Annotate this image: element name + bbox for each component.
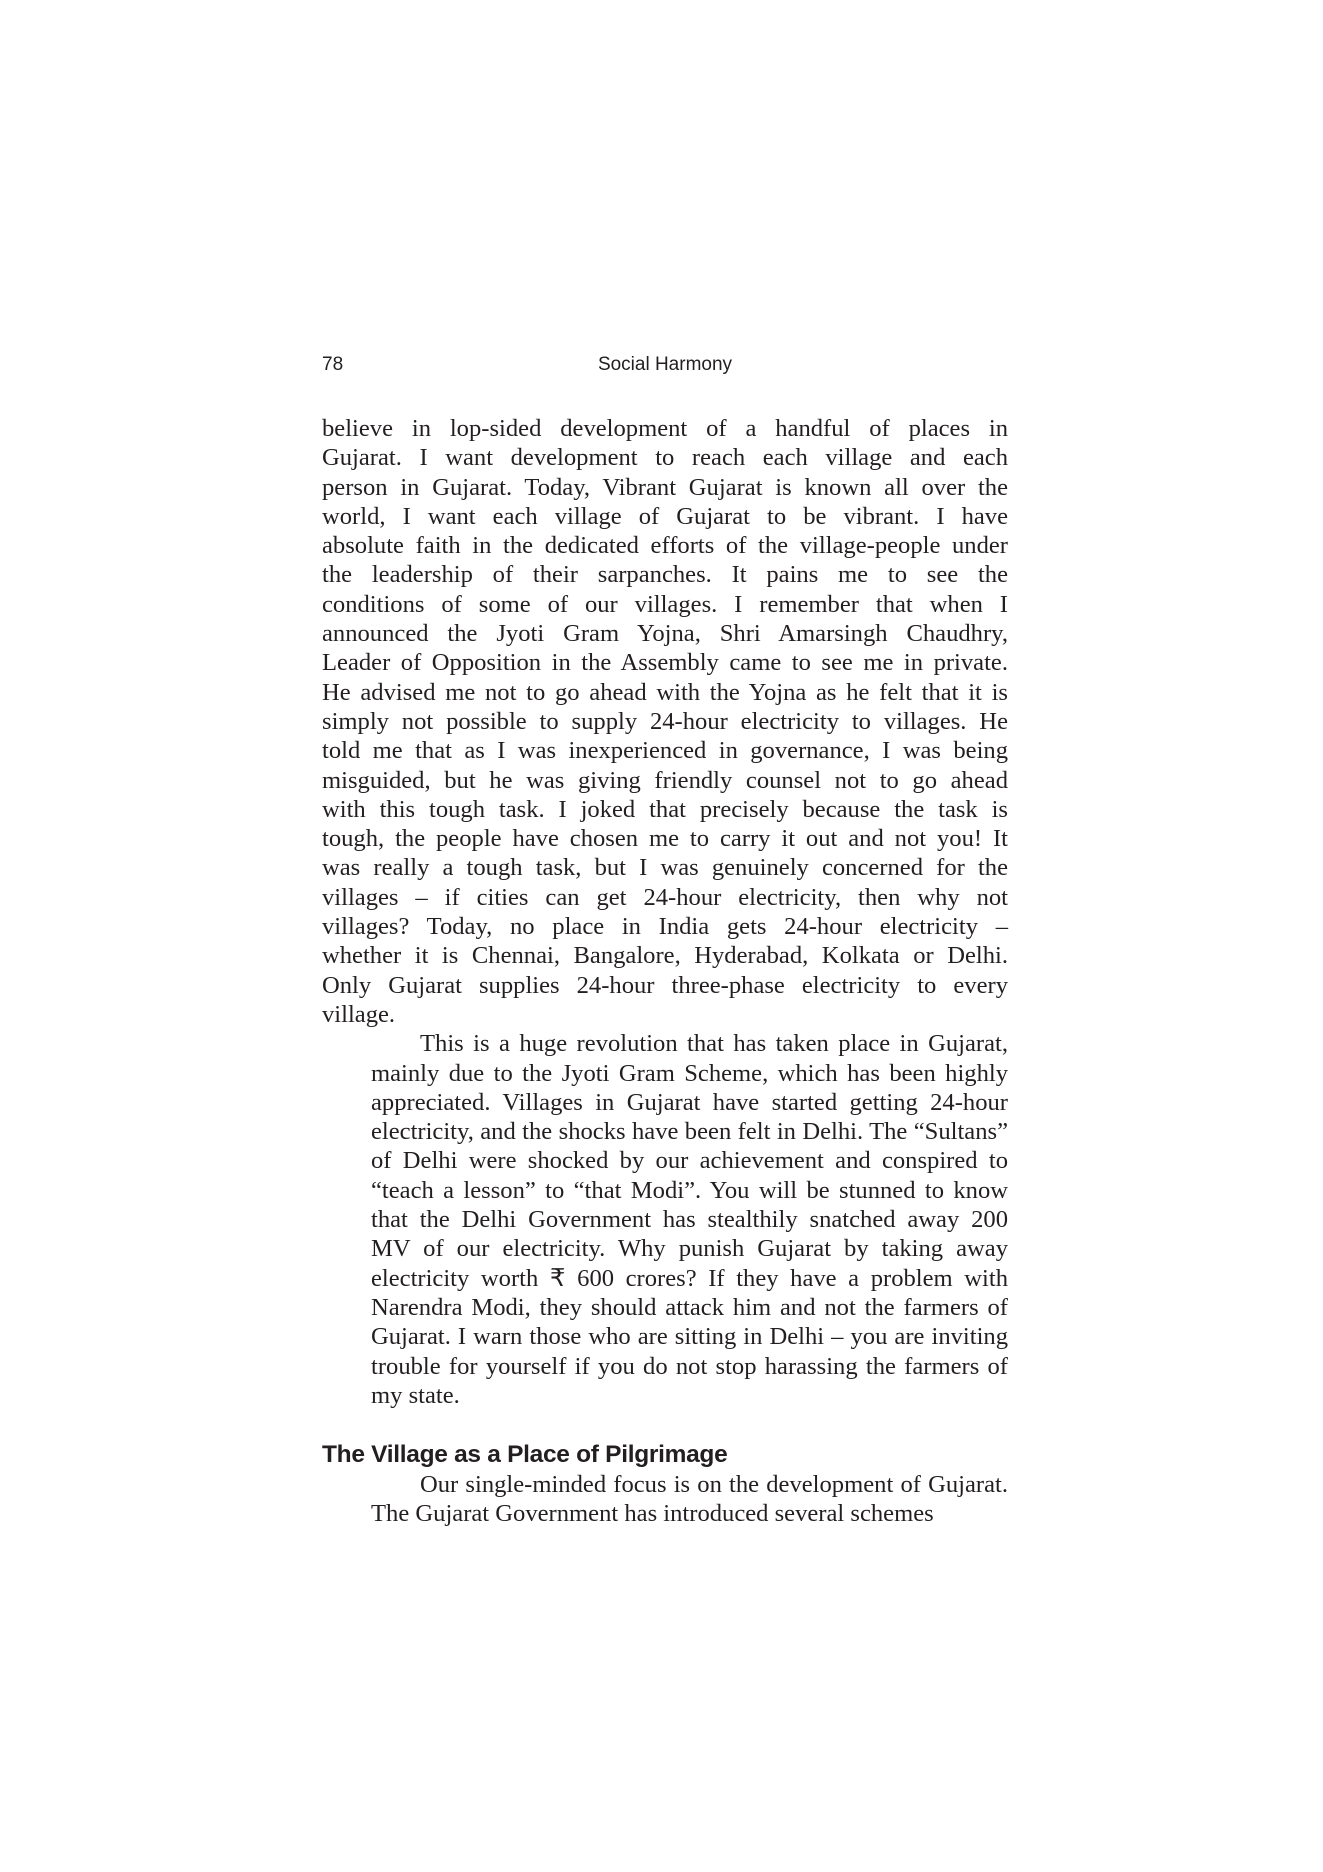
text-line: conditions of some of our villages. I remember that when I: [322, 590, 1008, 618]
text-line: whether it is Chennai, Bangalore, Hyderabad, Kolkata or Delhi.: [322, 942, 1008, 970]
text-line: MV of our electricity. Why punish Gujarat by taking away: [371, 1235, 1008, 1263]
text-line: electricity, and the shocks have been felt in Delhi. The “Sultans”: [371, 1118, 1008, 1146]
text-line: Only Gujarat supplies 24-hour three-phase electricity to every: [322, 971, 1008, 999]
text-line: The Gujarat Government has introduced several schemes: [371, 1500, 934, 1528]
paragraph: [322, 1029, 1008, 1410]
text-line: misguided, but he was giving friendly counsel not to go ahead: [322, 766, 1008, 794]
paragraph: [322, 414, 1008, 1029]
text-line: with this tough task. I joked that precisely because the task is: [322, 795, 1008, 823]
page-number: 78: [322, 354, 344, 375]
text-line: simply not possible to supply 24-hour electricity to villages. He: [322, 707, 1008, 735]
text-line: mainly due to the Jyoti Gram Scheme, which has been highly: [371, 1059, 1008, 1087]
text-line: person in Gujarat. Today, Vibrant Gujarat is known all over the: [322, 473, 1008, 501]
text-line: told me that as I was inexperienced in governance, I was being: [322, 737, 1008, 765]
text-line: of Delhi were shocked by our achievement and conspired to: [371, 1147, 1008, 1175]
section-heading: The Village as a Place of Pilgrimage: [322, 1441, 728, 1469]
text-line: “teach a lesson” to “that Modi”. You will be stunned to know: [371, 1176, 1008, 1204]
text-line: appreciated. Villages in Gujarat have started getting 24-hour: [371, 1088, 1008, 1116]
text-line: This is a huge revolution that has taken place in Gujarat,: [420, 1030, 1008, 1058]
paragraph: [322, 1470, 1008, 1529]
text-line: that the Delhi Government has stealthily snatched away 200: [371, 1206, 1008, 1234]
text-line: villages? Today, no place in India gets 24-hour electricity –: [322, 913, 1008, 941]
text-line: believe in lop-sided development of a handful of places in: [322, 415, 1008, 442]
text-line: was really a tough task, but I was genuinely concerned for the: [322, 854, 1008, 882]
text-line: Gujarat. I warn those who are sitting in Delhi – you are inviting: [371, 1323, 1008, 1351]
text-line: Gujarat. I want development to reach each village and each: [322, 444, 1008, 472]
text-line: world, I want each village of Gujarat to be vibrant. I have: [322, 502, 1008, 530]
running-title: Social Harmony: [597, 354, 733, 375]
text-line: my state.: [371, 1381, 460, 1409]
text-line: the leadership of their sarpanches. It pains me to see the: [322, 561, 1008, 589]
text-line: village.: [322, 1000, 396, 1028]
text-line: electricity worth ₹ 600 crores? If they have a problem with: [371, 1264, 1008, 1292]
text-line: announced the Jyoti Gram Yojna, Shri Amarsingh Chaudhry,: [322, 620, 1008, 648]
body-text: [322, 414, 1008, 1529]
text-line: Leader of Opposition in the Assembly came to see me in private.: [322, 649, 1008, 677]
text-line: trouble for yourself if you do not stop harassing the farmers of: [371, 1352, 1008, 1380]
text-line: Narendra Modi, they should attack him and not the farmers of: [371, 1293, 1008, 1321]
text-line: Our single-minded focus is on the development of Gujarat.: [420, 1471, 1008, 1499]
text-line: absolute faith in the dedicated efforts of the village-people under: [322, 532, 1008, 560]
text-line: tough, the people have chosen me to carry it out and not you! It: [322, 825, 1008, 853]
page-header: [322, 354, 1008, 380]
text-line: He advised me not to go ahead with the Yojna as he felt that it is: [322, 678, 1008, 706]
text-line: villages – if cities can get 24-hour electricity, then why not: [322, 883, 1008, 911]
